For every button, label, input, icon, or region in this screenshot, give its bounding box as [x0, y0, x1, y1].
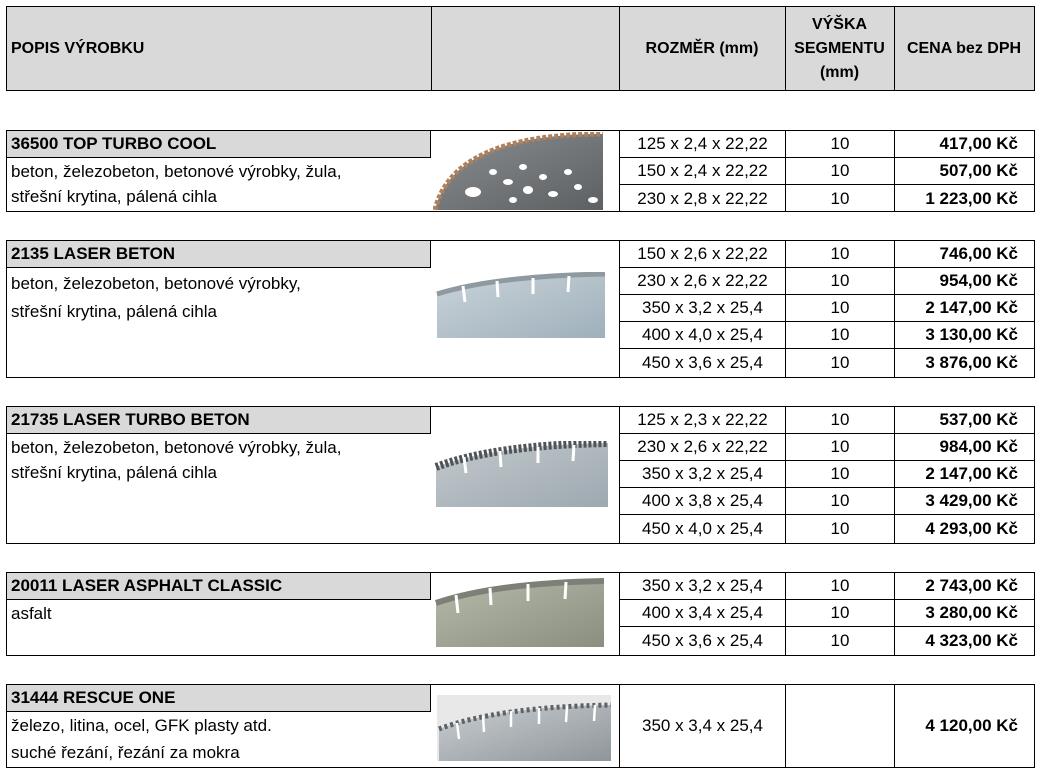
price-cell: 3 280,00 Kč: [894, 600, 1034, 627]
dimension-cell: 125 x 2,4 x 22,22: [619, 131, 785, 158]
blade-image: [437, 695, 611, 761]
segment-cell: 10: [785, 434, 894, 461]
price-cell: 2 743,00 Kč: [894, 573, 1034, 600]
product-group: [6, 406, 1035, 544]
product-name: 2135 LASER BETON: [7, 241, 431, 268]
segment-cell: 10: [785, 131, 894, 158]
product-group: [6, 130, 1035, 212]
segment-cell: 10: [785, 573, 894, 600]
product-name: 36500 TOP TURBO COOL: [7, 131, 431, 158]
product-description: beton, železobeton, betonové výrobky, žula, střešní krytina, pálená cihla: [11, 162, 342, 206]
segment-cell: 10: [785, 322, 894, 349]
dimension-cell: 230 x 2,6 x 22,22: [619, 268, 785, 295]
price-cell: 746,00 Kč: [894, 241, 1034, 268]
header-segment-height: VÝŠKA SEGMENTU (mm): [794, 15, 885, 81]
dimension-cell: 400 x 3,4 x 25,4: [619, 600, 785, 627]
price-cell: 2 147,00 Kč: [894, 461, 1034, 488]
segment-cell: 10: [785, 461, 894, 488]
product-group: [6, 572, 1035, 656]
blade-image: [434, 577, 604, 647]
segment-cell: 10: [785, 600, 894, 627]
price-cell: 507,00 Kč: [894, 158, 1034, 185]
product-group: [6, 240, 1035, 378]
segment-cell: [785, 685, 894, 767]
product-description: železo, litina, ocel, GFK plasty atd. suché řezání, řezání za mokra: [11, 716, 272, 762]
dimension-cell: 125 x 2,3 x 22,22: [619, 407, 785, 434]
dimension-cell: 230 x 2,8 x 22,22: [619, 185, 785, 212]
blade-image: [435, 272, 605, 338]
dimension-cell: 350 x 3,4 x 25,4: [619, 685, 785, 767]
segment-cell: 10: [785, 488, 894, 515]
dimension-cell: 230 x 2,6 x 22,22: [619, 434, 785, 461]
header-description: POPIS VÝROBKU: [11, 39, 145, 57]
product-description: beton, železobeton, betonové výrobky, střešní krytina, pálená cihla: [11, 274, 301, 321]
price-cell: 954,00 Kč: [894, 268, 1034, 295]
price-cell: 3 130,00 Kč: [894, 322, 1034, 349]
dimension-cell: 400 x 3,8 x 25,4: [619, 488, 785, 515]
price-cell: 984,00 Kč: [894, 434, 1034, 461]
price-cell: 2 147,00 Kč: [894, 295, 1034, 322]
price-cell: 1 223,00 Kč: [894, 185, 1034, 212]
segment-cell: 10: [785, 349, 894, 377]
dimension-cell: 450 x 4,0 x 25,4: [619, 515, 785, 543]
product-description: asfalt: [11, 604, 52, 623]
dimension-cell: 450 x 3,6 x 25,4: [619, 349, 785, 377]
price-cell: 4 323,00 Kč: [894, 627, 1034, 655]
segment-cell: 10: [785, 515, 894, 543]
product-name: 31444 RESCUE ONE: [7, 685, 431, 712]
header-price: CENA bez DPH: [906, 39, 1022, 57]
price-cell: 537,00 Kč: [894, 407, 1034, 434]
segment-cell: 10: [785, 295, 894, 322]
segment-cell: 10: [785, 407, 894, 434]
segment-cell: 10: [785, 627, 894, 655]
product-name: 21735 LASER TURBO BETON: [7, 407, 431, 434]
dimension-cell: 150 x 2,6 x 22,22: [619, 241, 785, 268]
price-cell: 3 876,00 Kč: [894, 349, 1034, 377]
price-cell: 417,00 Kč: [894, 131, 1034, 158]
segment-cell: 10: [785, 158, 894, 185]
dimension-cell: 450 x 3,6 x 25,4: [619, 627, 785, 655]
blade-image: [434, 441, 608, 507]
dimension-cell: 150 x 2,4 x 22,22: [619, 158, 785, 185]
product-group: [6, 684, 1035, 768]
product-description: beton, železobeton, betonové výrobky, žula, střešní krytina, pálená cihla: [11, 438, 342, 482]
dimension-cell: 400 x 4,0 x 25,4: [619, 322, 785, 349]
price-cell: 4 120,00 Kč: [894, 685, 1034, 767]
segment-cell: 10: [785, 268, 894, 295]
dimension-cell: 350 x 3,2 x 25,4: [619, 295, 785, 322]
price-cell: 3 429,00 Kč: [894, 488, 1034, 515]
segment-cell: 10: [785, 185, 894, 212]
header-dimension: ROZMĚR (mm): [645, 39, 759, 57]
price-cell: 4 293,00 Kč: [894, 515, 1034, 543]
blade-image: [433, 132, 603, 210]
segment-cell: 10: [785, 241, 894, 268]
dimension-cell: 350 x 3,2 x 25,4: [619, 461, 785, 488]
product-name: 20011 LASER ASPHALT CLASSIC: [7, 573, 431, 600]
dimension-cell: 350 x 3,2 x 25,4: [619, 573, 785, 600]
table-header: [6, 6, 1035, 91]
